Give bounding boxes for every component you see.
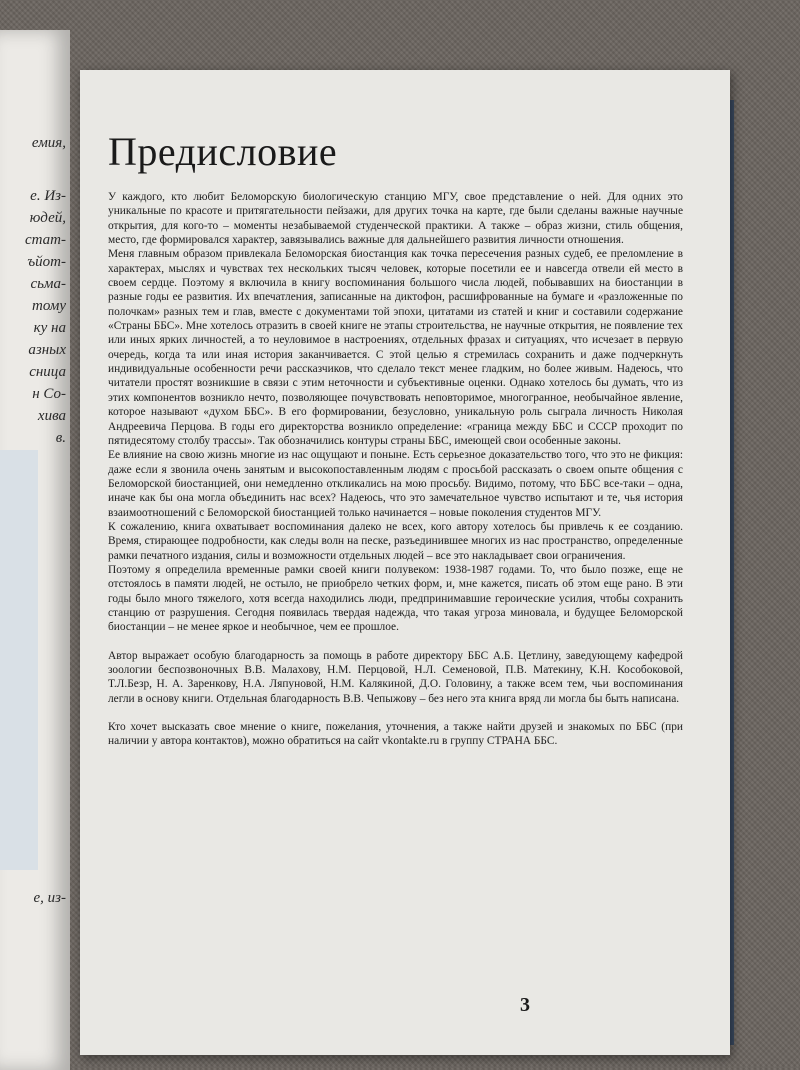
left-page-text-fragment: е. Из- [30, 188, 66, 204]
page-title: Предисловие [108, 129, 338, 174]
paragraph: Ее влияние на свою жизнь многие из нас ощущают и поныне. Есть серьезное доказательство того, что это не фикция: даже если я звонила очень занятым и высокопоставленным людям с просьбой рассказать о своем опыте общения с Беломорской биостанцией, они немедленно откликались на мою просьбу. Видимо, потому, что ББС все-таки – одна, иначе как бы она могла объединить нас всех? Надеюсь, что это замечательное чувство испытают и те, чья история взаимоотношений с Беломорской биостанцией только начинается – новые поколения студентов МГУ. [108, 449, 683, 519]
acknowledgement-paragraph: Автор выражает особую благодарность за помощь в работе директору ББС А.Б. Цетлину, заведующему кафедрой зоологии беспозвоночных В.В. Малахову, Н.М. Перцовой, Н.Л. Семеновой, П.В. Матекину, К.Н. Кособоковой, Т.Л.Безр, Н. А. Заренкову, Н.А. Ляпуновой, Н.М. Калякиной, Д.О. Головину, а также всем тем, чьи воспоминания легли в основу книги. Отдельная благодарность В.В. Чепыжову – без него эта книга вряд ли могла бы быть написана. [108, 649, 683, 705]
left-page-text-fragment: стат- [24, 232, 66, 248]
paragraph: Поэтому я определила временные рамки своей книги полувеком: 1938-1987 годами. То, что было позже, еще не отстоялось в памяти людей, не остыло, не приобрело четких форм, и, мне кажется, писать об этом еще рано. В эти годы было много тяжелого, хотя всегда находились люди, предпринимавшие героические усилия, чтобы сохранить станцию от разрушения. Сегодня появилась твердая надежда, что такая угроза миновала, и будущее Беломорской биостанции – не менее яркое и необычное, чем ее прошлое. [108, 563, 683, 634]
left-page-text-fragment: тому [32, 298, 66, 314]
contact-paragraph: Кто хочет высказать свое мнение о книге, пожелания, уточнения, а также найти друзей и знакомых по ББС (при наличии у автора контактов), можно обратиться на сайт vkontakte.ru в группу СТРАНА ББС. [108, 721, 683, 748]
left-page-text-fragment: н Со- [32, 386, 66, 402]
left-page-text-fragment: в. [55, 430, 66, 446]
paragraph: К сожалению, книга охватывает воспоминания далеко не всех, кого автору хотелось бы привлечь к ее созданию. Время, стирающее подробности, как следы волн на песке, разъединившее многих из нас пространство, определенные рамки печатного издания, силы и возможности отдельных людей – все это накладывает свои ограничения. [108, 520, 683, 562]
paragraph: Меня главным образом привлекала Беломорская биостанция как точка пересечения разных судеб, ее преломление в характерах, мыслях и чувствах тех нескольких тысяч человек, которые посетили ее и навсегда отвели ей место в своем сердце. Поэтому я включила в книгу воспоминания большого числа людей, побывавших на биостанции в разные годы ее развития. Их впечатления, записанные на диктофон, расшифрованные на бумаге и «разложенные по полочкам» разных тем и глав, вместе с документами той эпохи, цитатами из статей и книг и составили содержание «Страны ББС». Мне хотелось отразить в своей книге не этапы строительства, не научные открытия, не появление тех или иных ярких личностей, а то неуловимое в настроениях, отдельных фразах и ситуациях, что исчезает в первую очередь, когда та или иная история заканчивается. С этой целью я стремилась сохранить и даже подчеркнуть индивидуальные особенности речи рассказчиков, что сделало текст менее гладким, но более живым. Надеюсь, что читатели простят возникшие в связи с этим неточности и субъективные оценки. Однако хотелось бы думать, что из этих компонентов возникло нечто, позволяющее почувствовать неповторимое, многогранное, необычайное явление, которое называют «духом ББС». В его формировании, безусловно, уникальную роль сыграла личность Николая Андреевича Перцова. В годы его директорства возникло определение: «граница между ББС и СССР проходит по пятидесятому столбу трассы». Так обозначились контуры страны ББС, имеющей свои особенные законы. [108, 248, 683, 447]
left-page-blank-area [0, 450, 38, 870]
left-page-text-fragment: юдей, [29, 210, 66, 226]
left-page [0, 30, 70, 1070]
body-text [108, 190, 683, 749]
left-page-text-fragment: азных [28, 342, 66, 358]
page-number: 3 [520, 994, 530, 1016]
left-page-text-fragment: сьма- [30, 276, 66, 292]
paragraph: У каждого, кто любит Беломорскую биологическую станцию МГУ, свое представление о ней. Для одних это уникальные по красоте и притягательности пейзажи, для других точка на карте, где были сделаны важные научные открытия, для кого-то – моменты незабываемой студенческой практики. А также – образ жизни, стиль общения, место, где формировался характер, завязывались важные для дальнейшего развития личности отношения. [108, 191, 683, 247]
left-page-text-fragment: сница [29, 364, 66, 380]
left-page-text-fragment: ъйот- [27, 254, 66, 270]
left-page-text-fragment: емия, [31, 135, 66, 151]
left-page-text-fragment: хива [37, 408, 66, 424]
left-page-text-fragment: е, из- [33, 890, 66, 906]
left-page-text-fragment: ку на [33, 320, 66, 336]
